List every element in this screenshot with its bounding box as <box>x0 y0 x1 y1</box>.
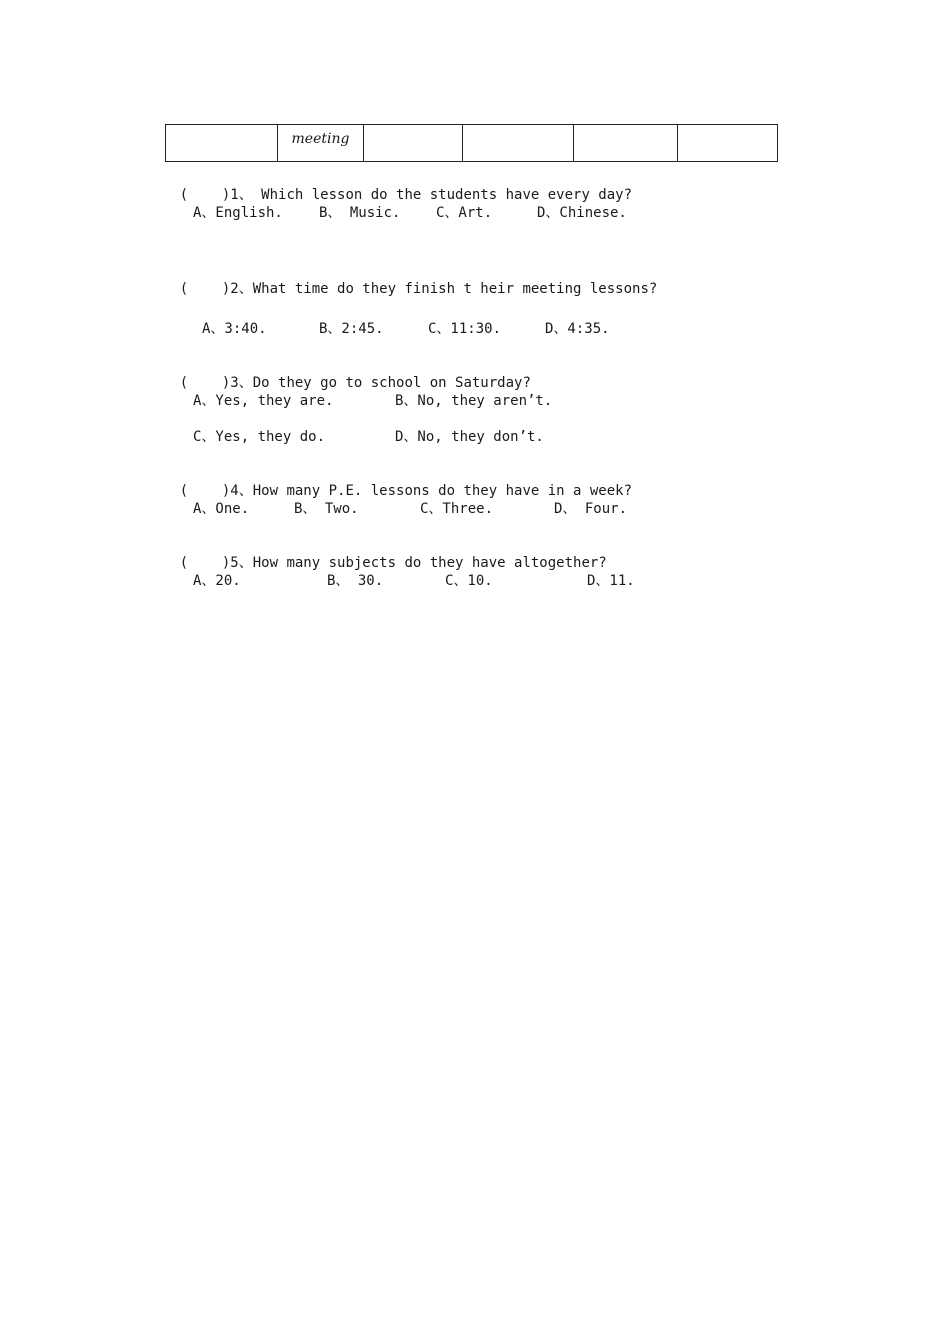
option-b: B、No, they aren’t. <box>395 393 553 409</box>
table-cell <box>463 125 574 162</box>
table-cell <box>678 125 778 162</box>
option-a: A、3:40. <box>202 321 267 337</box>
answer-blank[interactable]: ( <box>179 483 189 499</box>
schedule-table <box>165 124 778 162</box>
table-row <box>166 125 778 162</box>
option-c: C、Three. <box>420 501 494 517</box>
option-d: D、Chinese. <box>537 205 627 221</box>
question-number: )5、 <box>221 555 253 571</box>
option-c: C、10. <box>445 573 493 589</box>
option-b: B、2:45. <box>319 321 384 337</box>
question-number: )4、 <box>221 483 253 499</box>
question-number: )1、 <box>221 187 253 203</box>
question-text: What time do they finish t heir meeting lessons? <box>252 281 658 297</box>
table-cell <box>166 125 278 162</box>
answer-blank[interactable]: ( <box>179 187 189 203</box>
question-text: Do they go to school on Saturday? <box>252 375 531 391</box>
table-cell <box>364 125 463 162</box>
option-c: C、Art. <box>436 205 493 221</box>
table-cell: meeting <box>278 125 364 162</box>
question-text: How many P.E. lessons do they have in a week? <box>252 483 633 499</box>
option-a: A、English. <box>193 205 283 221</box>
option-d: D、4:35. <box>545 321 610 337</box>
table-cell <box>574 125 678 162</box>
option-c: C、11:30. <box>428 321 502 337</box>
option-b: B、 30. <box>327 573 384 589</box>
option-a: A、One. <box>193 501 250 517</box>
option-d: D、No, they don’t. <box>395 429 544 445</box>
option-d: D、 Four. <box>554 501 628 517</box>
question-number: )3、 <box>221 375 253 391</box>
option-b: B、 Two. <box>294 501 359 517</box>
answer-blank[interactable]: ( <box>179 281 189 297</box>
question-2 <box>146 262 657 316</box>
question-number: )2、 <box>221 281 253 297</box>
option-a: A、Yes, they are. <box>193 393 334 409</box>
question-text: How many subjects do they have altogether? <box>252 555 607 571</box>
question-text: Which lesson do the students have every day? <box>252 187 633 203</box>
answer-blank[interactable]: ( <box>179 555 189 571</box>
option-b: B、 Music. <box>319 205 401 221</box>
answer-blank[interactable]: ( <box>179 375 189 391</box>
option-a: A、20. <box>193 573 241 589</box>
option-d: D、11. <box>587 573 635 589</box>
option-c: C、Yes, they do. <box>193 429 326 445</box>
